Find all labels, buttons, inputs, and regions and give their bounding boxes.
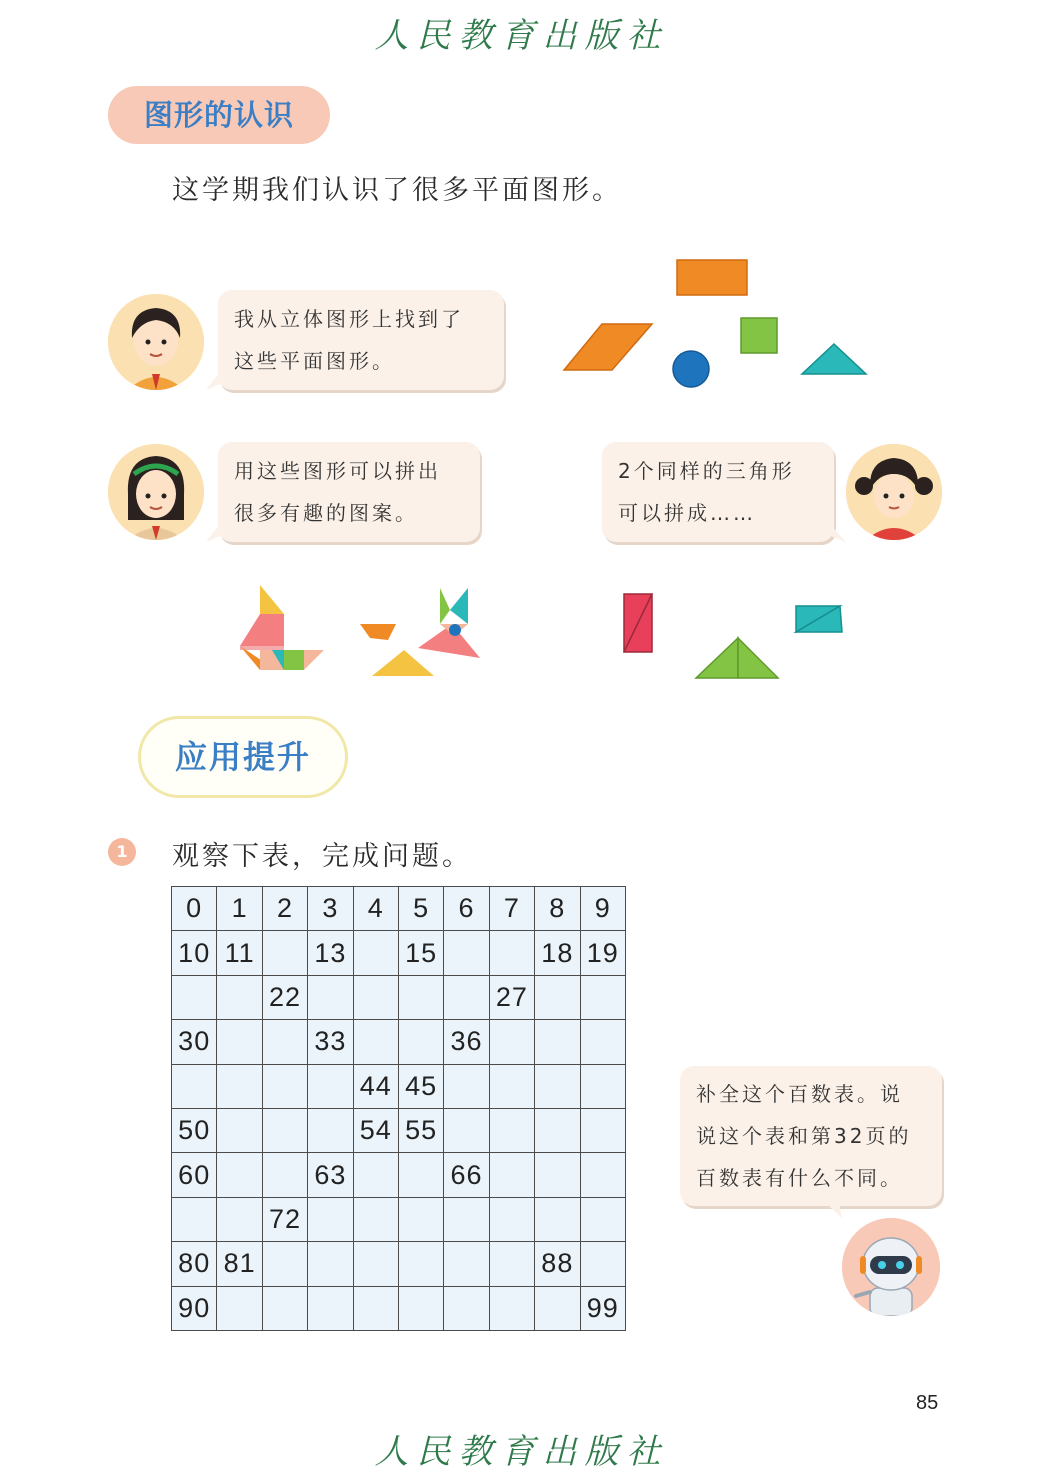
table-cell: 54 (353, 1108, 398, 1152)
publisher-header: 人民教育出版社 (374, 16, 669, 56)
boy-speech-line-2: 这些平面图形。 (234, 349, 395, 373)
table-cell (217, 1064, 262, 1108)
table-cell (489, 1153, 534, 1197)
robot-avatar (842, 1218, 940, 1316)
table-cell (308, 1197, 353, 1241)
table-cell (308, 975, 353, 1019)
table-cell: 81 (217, 1242, 262, 1286)
table-cell (580, 1153, 625, 1197)
girl-left-speech-line-2: 很多有趣的图案。 (234, 501, 418, 525)
table-cell (308, 1286, 353, 1330)
table-cell (489, 1020, 534, 1064)
table-cell: 55 (398, 1108, 443, 1152)
table-cell (353, 1242, 398, 1286)
table-cell (398, 1020, 443, 1064)
table-cell: 15 (398, 931, 443, 975)
table-cell (580, 1064, 625, 1108)
circle-shape (673, 351, 709, 387)
girl-right-speech-line-1: 2个同样的三角形 (618, 459, 795, 483)
table-cell (217, 1197, 262, 1241)
table-cell (444, 1242, 489, 1286)
table-cell (308, 1242, 353, 1286)
table-cell: 27 (489, 975, 534, 1019)
table-cell (172, 1197, 217, 1241)
table-cell: 2 (262, 887, 307, 931)
table-cell: 88 (535, 1242, 580, 1286)
table-cell (535, 1108, 580, 1152)
girl-avatar-right (846, 444, 942, 540)
table-cell: 90 (172, 1286, 217, 1330)
table-cell (262, 1020, 307, 1064)
table-cell (217, 1153, 262, 1197)
boy-bubble-tail (206, 372, 226, 392)
tangram-bird (240, 585, 324, 670)
table-cell: 63 (308, 1153, 353, 1197)
table-cell (489, 931, 534, 975)
table-cell (217, 1108, 262, 1152)
girl-avatar-left (108, 444, 204, 540)
table-cell (580, 1108, 625, 1152)
table-row (172, 975, 626, 1019)
table-cell (580, 1197, 625, 1241)
table-cell (398, 1153, 443, 1197)
table-cell (353, 931, 398, 975)
page-number: 85 (916, 1392, 939, 1414)
table-cell: 18 (535, 931, 580, 975)
table-row (172, 1197, 626, 1241)
table-cell: 9 (580, 887, 625, 931)
table-cell (580, 975, 625, 1019)
table-cell (489, 1064, 534, 1108)
girl-right-bubble-tail (826, 524, 846, 544)
robot-speech-line-2: 说这个表和第32页的 (696, 1124, 912, 1148)
table-cell (398, 1286, 443, 1330)
table-cell (353, 1020, 398, 1064)
square-shape (741, 318, 777, 353)
tangram-pictures (236, 580, 486, 684)
question-text: 观察下表，完成问题。 (172, 841, 472, 872)
table-cell (444, 931, 489, 975)
table-cell (262, 931, 307, 975)
section-title: 图形的认识 (108, 86, 330, 144)
table-cell: 45 (398, 1064, 443, 1108)
table-cell: 1 (217, 887, 262, 931)
table-row (172, 1242, 626, 1286)
robot-bubble-tail (820, 1198, 846, 1220)
table-cell: 99 (580, 1286, 625, 1330)
table-cell (172, 975, 217, 1019)
robot-speech-line-3: 百数表有什么不同。 (696, 1166, 903, 1190)
table-cell: 8 (535, 887, 580, 931)
table-row (172, 1064, 626, 1108)
table-cell (444, 1286, 489, 1330)
table-cell: 10 (172, 931, 217, 975)
table-cell (353, 975, 398, 1019)
table-cell (398, 975, 443, 1019)
table-cell (489, 1286, 534, 1330)
table-cell (444, 1197, 489, 1241)
girl-left-bubble-tail (206, 524, 226, 544)
table-cell (353, 1197, 398, 1241)
triangle-shape (802, 344, 866, 374)
table-cell: 7 (489, 887, 534, 931)
table-cell (308, 1108, 353, 1152)
table-cell: 3 (308, 887, 353, 931)
table-cell (444, 1108, 489, 1152)
table-cell: 30 (172, 1020, 217, 1064)
table-cell (262, 1064, 307, 1108)
boy-speech-bubble (218, 290, 504, 390)
table-cell (535, 1286, 580, 1330)
question-number-badge: 1 (108, 838, 136, 866)
table-cell (308, 1064, 353, 1108)
table-cell (217, 975, 262, 1019)
table-cell (353, 1286, 398, 1330)
table-cell: 4 (353, 887, 398, 931)
table-cell (535, 1020, 580, 1064)
table-cell: 72 (262, 1197, 307, 1241)
tangram-fox (360, 588, 480, 676)
table-cell (444, 975, 489, 1019)
boy-speech-line-1: 我从立体图形上找到了 (234, 307, 464, 331)
girl-left-speech-bubble (218, 442, 480, 542)
table-cell: 66 (444, 1153, 489, 1197)
table-cell: 33 (308, 1020, 353, 1064)
table-cell (262, 1108, 307, 1152)
publisher-footer: 人民教育出版社 (374, 1432, 669, 1472)
table-row (172, 1108, 626, 1152)
table-cell (217, 1286, 262, 1330)
table-cell (398, 1242, 443, 1286)
table-cell (262, 1242, 307, 1286)
table-row (172, 931, 626, 975)
table-cell (172, 1064, 217, 1108)
table-cell (444, 1064, 489, 1108)
big-triangle-from-triangles (696, 638, 778, 678)
table-cell (535, 975, 580, 1019)
plane-shapes-group (556, 252, 876, 392)
table-cell: 6 (444, 887, 489, 931)
two-triangle-combos (620, 590, 850, 685)
parallelogram-from-triangles (796, 606, 842, 632)
table-row (172, 1286, 626, 1330)
table-cell: 80 (172, 1242, 217, 1286)
table-row (172, 1020, 626, 1064)
table-row (172, 1153, 626, 1197)
girl-right-speech-line-2: 可以拼成…… (618, 501, 756, 525)
table-cell (489, 1242, 534, 1286)
table-cell (353, 1153, 398, 1197)
boy-avatar (108, 294, 204, 390)
rectangle-shape (677, 260, 747, 295)
girl-right-speech-bubble (602, 442, 834, 542)
table-cell (262, 1153, 307, 1197)
table-cell (580, 1242, 625, 1286)
table-cell (535, 1153, 580, 1197)
table-cell: 19 (580, 931, 625, 975)
intro-text: 这学期我们认识了很多平面图形。 (172, 175, 622, 206)
table-cell (535, 1064, 580, 1108)
table-cell (398, 1197, 443, 1241)
rectangle-from-triangles (624, 594, 652, 652)
parallelogram-shape (564, 324, 652, 370)
table-cell: 5 (398, 887, 443, 931)
table-cell: 0 (172, 887, 217, 931)
table-cell (217, 1020, 262, 1064)
table-cell (489, 1197, 534, 1241)
table-cell: 11 (217, 931, 262, 975)
table-cell (580, 1020, 625, 1064)
table-cell (489, 1108, 534, 1152)
table-cell: 13 (308, 931, 353, 975)
table-cell (262, 1286, 307, 1330)
robot-speech-bubble (680, 1066, 942, 1206)
girl-left-speech-line-1: 用这些图形可以拼出 (234, 459, 441, 483)
table-cell: 60 (172, 1153, 217, 1197)
table-row (172, 887, 626, 931)
table-cell: 22 (262, 975, 307, 1019)
table-cell: 44 (353, 1064, 398, 1108)
table-cell: 36 (444, 1020, 489, 1064)
robot-speech-line-1: 补全这个百数表。说 (696, 1082, 903, 1106)
table-cell (535, 1197, 580, 1241)
hundred-number-table (171, 886, 626, 1331)
table-cell: 50 (172, 1108, 217, 1152)
apply-section-title: 应用提升 (138, 716, 348, 798)
